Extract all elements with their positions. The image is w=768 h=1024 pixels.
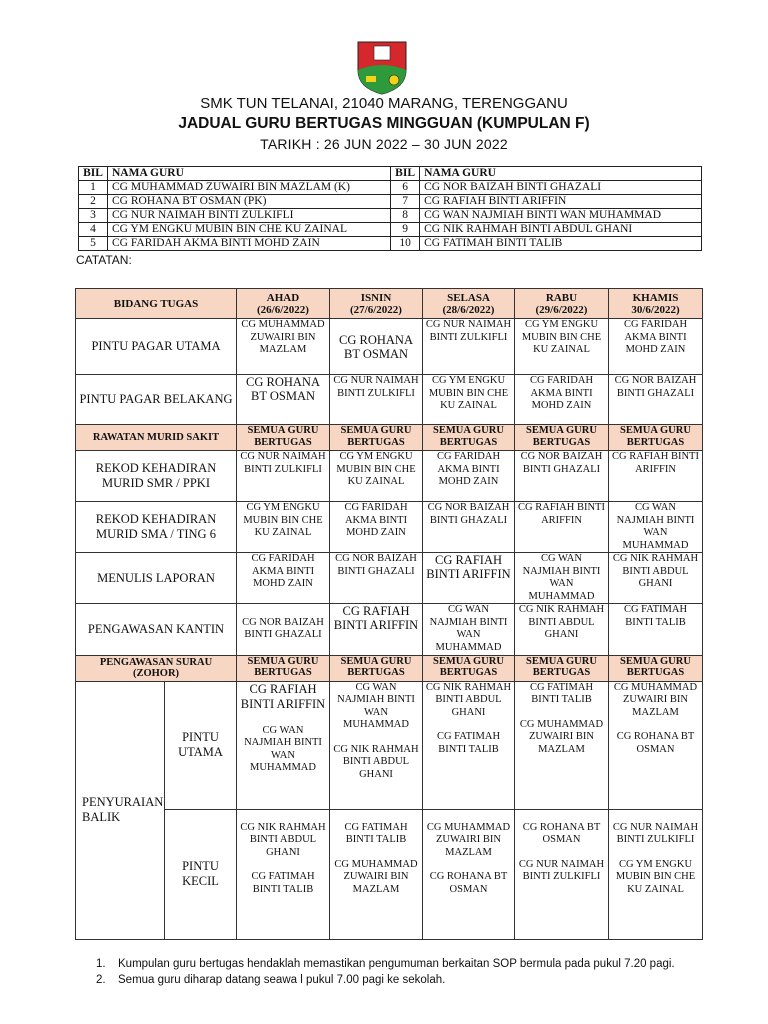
note-number: 1. — [96, 958, 106, 970]
duty-cell: CG RAFIAH BINTI ARIFFIN — [423, 553, 515, 604]
bil-cell: 6 — [391, 181, 420, 195]
day-header — [237, 289, 330, 319]
duty-cell: CG NOR BAIZAH BINTI GHAZALI — [609, 375, 703, 425]
duty-name: CG ROHANA BT OSMAN — [616, 731, 695, 755]
duty-cell: CG WAN NAJMIAH BINTI WAN MUHAMMAD — [515, 553, 609, 604]
day-name: KHAMIS — [632, 291, 679, 304]
duty-cell — [515, 681, 609, 809]
day-header — [423, 289, 515, 319]
nama-cell: CG FARIDAH AKMA BINTI MOHD ZAIN — [108, 237, 391, 251]
nama-cell: CG MUHAMMAD ZUWAIRI BIN MAZLAM (K) — [108, 181, 391, 195]
duty-label: PINTU PAGAR UTAMA — [76, 319, 237, 375]
day-name: ISNIN — [360, 291, 392, 304]
nama-cell: CG NIK RAHMAH BINTI ABDUL GHANI — [420, 223, 702, 237]
duty-name: CG WAN NAJMIAH BINTI WAN MUHAMMAD — [244, 724, 322, 774]
duty-cell: CG FARIDAH AKMA BINTI MOHD ZAIN — [609, 319, 703, 375]
duty-label: RAWATAN MURID SAKIT — [76, 425, 237, 451]
duty-cell — [423, 809, 515, 939]
duty-row — [76, 604, 703, 655]
day-date: 30/6/2022) — [631, 303, 680, 316]
duty-name: CG NUR NAIMAH BINTI ZULKIFLI — [518, 858, 605, 883]
day-name: AHAD — [266, 291, 300, 304]
table-row — [79, 181, 702, 195]
bil-cell: 1 — [79, 181, 108, 195]
table-header-row — [76, 289, 703, 319]
bil-cell: 10 — [391, 237, 420, 251]
duty-cell: CG NOR BAIZAH BINTI GHAZALI — [330, 553, 423, 604]
duty-name: CG RAFIAH BINTI ARIFFIN — [240, 681, 326, 712]
duty-name: CG FATIMAH BINTI TALIB — [436, 731, 501, 755]
col-nama-guru: NAMA GURU — [420, 167, 702, 181]
duty-label: MENULIS LAPORAN — [76, 553, 237, 604]
duty-cell — [330, 809, 423, 939]
col-bil: BIL — [79, 167, 108, 181]
duty-cell: CG YM ENGKU MUBIN BIN CHE KU ZAINAL — [515, 319, 609, 375]
page-title: JADUAL GURU BERTUGAS MINGGUAN (KUMPULAN F) — [178, 115, 590, 132]
duty-cell — [515, 809, 609, 939]
duty-cell: CG NOR BAIZAH BINTI GHAZALI — [515, 451, 609, 502]
duty-cell: CG MUHAMMAD ZUWAIRI BIN MAZLAM — [237, 319, 330, 375]
semua-cell: SEMUA GURU BERTUGAS — [423, 425, 515, 451]
semua-cell: SEMUA GURU BERTUGAS — [515, 655, 609, 681]
duty-roster-table — [75, 288, 703, 940]
semua-cell: SEMUA GURU BERTUGAS — [609, 425, 703, 451]
nama-cell: CG FATIMAH BINTI TALIB — [420, 237, 702, 251]
bil-cell: 3 — [79, 209, 108, 223]
duty-name: CG FATIMAH BINTI TALIB — [251, 871, 315, 895]
duty-name: CG MUHAMMAD ZUWAIRI BIN MAZLAM — [519, 718, 604, 755]
bil-cell: 2 — [79, 195, 108, 209]
duty-cell: CG ROHANA BT OSMAN — [330, 319, 423, 375]
duty-name: CG ROHANA BT OSMAN — [429, 871, 508, 895]
duty-cell: CG NIK RAHMAH BINTI ABDUL GHANI — [515, 604, 609, 655]
table-row — [79, 223, 702, 237]
duty-label: PENGAWASAN KANTIN — [76, 604, 237, 655]
day-date: (29/6/2022) — [535, 303, 588, 316]
nama-cell: CG WAN NAJMIAH BINTI WAN MUHAMMAD — [420, 209, 702, 223]
school-logo — [350, 36, 414, 96]
note-item — [96, 956, 675, 972]
duty-cell: CG NUR NAIMAH BINTI ZULKIFLI — [237, 451, 330, 502]
day-name: RABU — [545, 291, 578, 304]
duty-cell: CG FARIDAH AKMA BINTI MOHD ZAIN — [515, 375, 609, 425]
nama-cell: CG YM ENGKU MUBIN BIN CHE KU ZAINAL — [108, 223, 391, 237]
sub-duty-label: PINTU UTAMA — [165, 681, 237, 809]
duty-cell — [609, 681, 703, 809]
duty-section-row — [76, 425, 703, 451]
duty-row — [76, 809, 703, 939]
note-text: Semua guru diharap datang seawa l pukul 7.00 pagi ke sekolah. — [118, 974, 446, 986]
semua-cell: SEMUA GURU BERTUGAS — [330, 425, 423, 451]
duty-cell: CG NOR BAIZAH BINTI GHAZALI — [423, 502, 515, 553]
duty-cell — [609, 809, 703, 939]
duty-name: CG NIK RAHMAH BINTI ABDUL GHANI — [425, 681, 512, 718]
duty-cell: CG YM ENGKU MUBIN BIN CHE KU ZAINAL — [237, 502, 330, 553]
duty-row — [76, 451, 703, 502]
duty-name: CG MUHAMMAD ZUWAIRI BIN MAZLAM — [613, 681, 698, 718]
duty-row — [76, 319, 703, 375]
duty-row — [76, 375, 703, 425]
day-date: (27/6/2022) — [350, 303, 402, 316]
duty-name: CG FATIMAH BINTI TALIB — [344, 821, 408, 846]
note-item — [96, 972, 675, 988]
notes-list — [96, 956, 675, 988]
bil-cell: 4 — [79, 223, 108, 237]
duty-cell: CG FATIMAH BINTI TALIB — [609, 604, 703, 655]
col-bil: BIL — [391, 167, 420, 181]
table-row — [79, 237, 702, 251]
semua-cell: SEMUA GURU BERTUGAS — [237, 425, 330, 451]
col-nama-guru: NAMA GURU — [108, 167, 391, 181]
duty-name: CG MUHAMMAD ZUWAIRI BIN MAZLAM — [426, 821, 511, 858]
day-header — [515, 289, 609, 319]
semua-cell: SEMUA GURU BERTUGAS — [237, 655, 330, 681]
nama-cell: CG RAFIAH BINTI ARIFFIN — [420, 195, 702, 209]
duty-cell: CG WAN NAJMIAH BINTI WAN MUHAMMAD — [609, 502, 703, 553]
day-header — [609, 289, 703, 319]
semua-cell: SEMUA GURU BERTUGAS — [515, 425, 609, 451]
col-bidang-tugas: BIDANG TUGAS — [76, 289, 237, 319]
day-date: (26/6/2022) — [257, 303, 309, 316]
duty-name: CG FATIMAH BINTI TALIB — [529, 681, 594, 706]
bil-cell: 8 — [391, 209, 420, 223]
sub-duty-label: PINTU KECIL — [165, 809, 237, 939]
note-number: 2. — [96, 974, 106, 986]
semua-cell: SEMUA GURU BERTUGAS — [423, 655, 515, 681]
duty-cell: CG NUR NAIMAH BINTI ZULKIFLI — [423, 319, 515, 375]
duty-cell — [423, 681, 515, 809]
semua-cell: SEMUA GURU BERTUGAS — [609, 655, 703, 681]
semua-cell: SEMUA GURU BERTUGAS — [330, 655, 423, 681]
duty-cell: CG RAFIAH BINTI ARIFFIN — [609, 451, 703, 502]
duty-row — [76, 681, 703, 809]
duty-name: CG NIK RAHMAH BINTI ABDUL GHANI — [240, 821, 326, 858]
table-row — [79, 209, 702, 223]
table-header-row — [79, 167, 702, 181]
duty-label: PENYURAIAN BALIK — [76, 681, 165, 939]
duty-cell: CG NOR BAIZAH BINTI GHAZALI — [237, 604, 330, 655]
teacher-list-table — [78, 166, 702, 251]
duty-cell: CG FARIDAH AKMA BINTI MOHD ZAIN — [423, 451, 515, 502]
nama-cell: CG ROHANA BT OSMAN (PK) — [108, 195, 391, 209]
duty-cell: CG RAFIAH BINTI ARIFFIN — [515, 502, 609, 553]
duty-row — [76, 553, 703, 604]
duty-cell — [237, 681, 330, 809]
nama-cell: CG NUR NAIMAH BINTI ZULKIFLI — [108, 209, 391, 223]
duty-cell — [237, 809, 330, 939]
school-name: SMK TUN TELANAI, 21040 MARANG, TERENGGANU — [200, 95, 568, 112]
duty-cell: CG RAFIAH BINTI ARIFFIN — [330, 604, 423, 655]
nama-cell: CG NOR BAIZAH BINTI GHAZALI — [420, 181, 702, 195]
note-text: Kumpulan guru bertugas hendaklah memastikan pengumuman berkaitan SOP bermula pada pukul 7.20 pagi. — [118, 958, 675, 970]
day-name: SELASA — [447, 291, 490, 304]
duty-cell: CG YM ENGKU MUBIN BIN CHE KU ZAINAL — [330, 451, 423, 502]
duty-cell: CG NIK RAHMAH BINTI ABDUL GHANI — [609, 553, 703, 604]
duty-section-row — [76, 655, 703, 681]
day-header — [330, 289, 423, 319]
duty-cell: CG NUR NAIMAH BINTI ZULKIFLI — [330, 375, 423, 425]
duty-cell: CG ROHANA BT OSMAN — [237, 375, 330, 425]
bil-cell: 7 — [391, 195, 420, 209]
duty-cell: CG WAN NAJMIAH BINTI WAN MUHAMMAD — [423, 604, 515, 655]
bil-cell: 9 — [391, 223, 420, 237]
duty-name: CG NUR NAIMAH BINTI ZULKIFLI — [612, 821, 699, 846]
date-range: TARIKH : 26 JUN 2022 – 30 JUN 2022 — [260, 136, 508, 152]
duty-name: CG NIK RAHMAH BINTI ABDUL GHANI — [333, 743, 419, 780]
table-row — [79, 195, 702, 209]
duty-name: CG MUHAMMAD ZUWAIRI BIN MAZLAM — [334, 858, 418, 895]
duty-label: REKOD KEHADIRAN MURID SMR / PPKI — [76, 451, 237, 502]
duty-row — [76, 502, 703, 553]
duty-name: CG ROHANA BT OSMAN — [522, 821, 601, 846]
duty-cell — [330, 681, 423, 809]
duty-label: REKOD KEHADIRAN MURID SMA / TING 6 — [76, 502, 237, 553]
duty-label: PENGAWASAN SURAU (ZOHOR) — [76, 655, 237, 681]
day-date: (28/6/2022) — [442, 303, 495, 316]
duty-cell: CG FARIDAH AKMA BINTI MOHD ZAIN — [237, 553, 330, 604]
duty-cell: CG YM ENGKU MUBIN BIN CHE KU ZAINAL — [423, 375, 515, 425]
duty-cell: CG FARIDAH AKMA BINTI MOHD ZAIN — [330, 502, 423, 553]
catatan-label: CATATAN: — [76, 253, 132, 267]
duty-label: PINTU PAGAR BELAKANG — [76, 375, 237, 425]
bil-cell: 5 — [79, 237, 108, 251]
duty-name: CG YM ENGKU MUBIN BIN CHE KU ZAINAL — [615, 858, 696, 895]
duty-name: CG WAN NAJMIAH BINTI WAN MUHAMMAD — [337, 681, 415, 731]
